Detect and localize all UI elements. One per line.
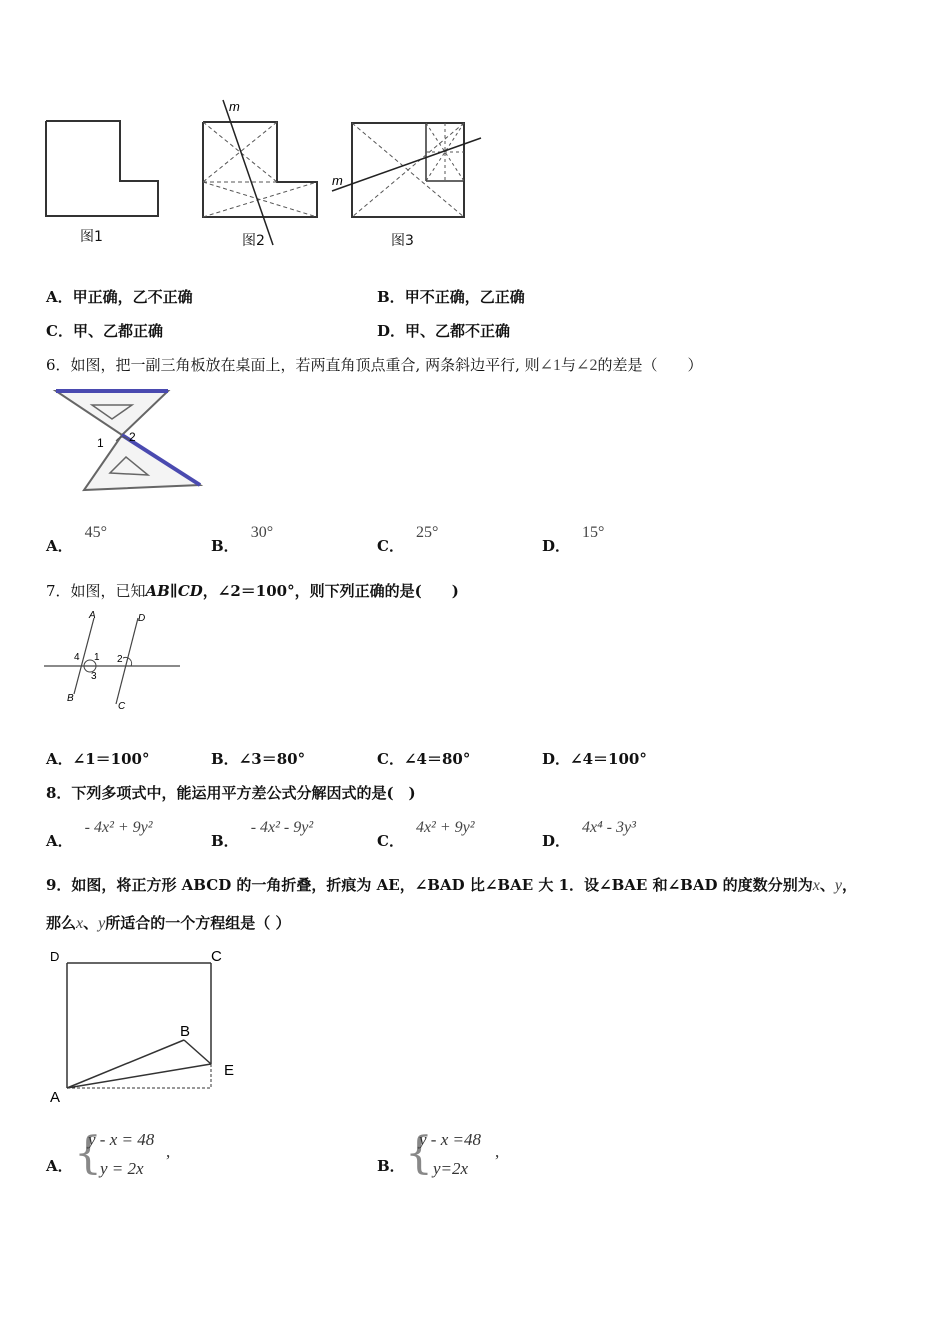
q9-label-b: B bbox=[180, 1023, 191, 1040]
q6-option-b[interactable] bbox=[211, 521, 274, 555]
q5-line-label-3: m bbox=[332, 173, 343, 188]
q5-figure-3 bbox=[328, 115, 488, 225]
q5-option-c[interactable] bbox=[46, 320, 163, 341]
q5-option-b[interactable] bbox=[377, 286, 525, 307]
q7-figure bbox=[40, 606, 190, 716]
q6-angle2: ∠2 bbox=[576, 357, 598, 374]
option-letter: B． bbox=[211, 750, 239, 768]
q6-option-c[interactable] bbox=[377, 521, 439, 555]
option-letter: C． bbox=[377, 750, 404, 768]
option-text: 甲不正确，乙正确 bbox=[404, 288, 525, 306]
q9-label-c: C bbox=[211, 948, 222, 965]
option-eq2: y=2x bbox=[433, 1159, 469, 1178]
q9-y2: y bbox=[98, 915, 106, 932]
option-tail: , bbox=[495, 1142, 500, 1161]
q7-angle-1: 1 bbox=[94, 652, 100, 663]
q9-label-d: D bbox=[50, 949, 60, 964]
q7-cd: CD bbox=[177, 582, 203, 600]
q7-label-a: A bbox=[89, 610, 96, 621]
option-letter: A． bbox=[46, 288, 73, 306]
option-eq1: y - x =48 bbox=[419, 1130, 481, 1149]
option-letter: B． bbox=[211, 537, 239, 555]
option-value: 30° bbox=[250, 524, 274, 541]
option-letter: C． bbox=[46, 322, 73, 340]
q7-parallel: ∥ bbox=[169, 582, 178, 600]
q7-option-d[interactable] bbox=[542, 748, 647, 769]
q7-angle-4: 4 bbox=[74, 652, 80, 663]
q9-x2: x bbox=[76, 915, 84, 932]
option-letter: A． bbox=[46, 750, 73, 768]
q7-option-a[interactable] bbox=[46, 748, 149, 769]
q5-line-label-2: m bbox=[229, 99, 240, 114]
q8-stem: 8．下列多项式中，能运用平方差公式分解因式的是( ) bbox=[46, 784, 416, 802]
option-text: 甲、乙都正确 bbox=[72, 322, 163, 340]
q6-angle1: ∠1 bbox=[539, 357, 562, 374]
option-value: 15° bbox=[582, 524, 605, 541]
q6-stem bbox=[46, 354, 702, 375]
q9-option-b[interactable] bbox=[377, 1128, 577, 1188]
q9-y: y bbox=[834, 877, 842, 894]
q6-stem-suffix: 的差是（ ） bbox=[597, 356, 703, 374]
q9-stem-line1 bbox=[46, 874, 857, 895]
q6-angle-label-2: 2 bbox=[129, 430, 136, 444]
q7-angle-2: 2 bbox=[117, 654, 123, 665]
option-text: 甲、乙都不正确 bbox=[405, 322, 511, 340]
q7-stem-a: 7．如图，已知 bbox=[46, 582, 146, 600]
q6-stem-prefix: 6．如图，把一副三角板放在桌面上，若两直角顶点重合, 两条斜边平行, 则 bbox=[46, 356, 540, 374]
option-letter: D． bbox=[542, 832, 571, 850]
option-letter: D． bbox=[542, 537, 571, 555]
option-eq2: y = 2x bbox=[100, 1159, 144, 1178]
q5-caption-1: 图1 bbox=[80, 229, 103, 245]
option-text: ∠3＝80° bbox=[238, 750, 306, 768]
option-letter: B． bbox=[377, 1157, 405, 1175]
option-letter: B． bbox=[377, 288, 405, 306]
option-expr: - 4x² - 9y² bbox=[250, 819, 314, 836]
q7-stem-b: ，∠2＝100°，则下列正确的是( ) bbox=[202, 582, 459, 600]
option-expr: - 4x² + 9y² bbox=[84, 819, 153, 836]
q9-sep2: 、 bbox=[83, 914, 99, 932]
option-letter: A． bbox=[46, 832, 73, 850]
q6-stem-mid: 与 bbox=[561, 356, 577, 374]
q8-option-a[interactable] bbox=[46, 816, 153, 850]
q8-option-d[interactable] bbox=[542, 816, 636, 850]
q8-option-c[interactable] bbox=[377, 816, 475, 850]
q7-stem bbox=[46, 580, 459, 601]
option-tail: , bbox=[166, 1142, 171, 1161]
q5-figure-2 bbox=[195, 95, 330, 250]
q5-option-d[interactable] bbox=[377, 320, 510, 341]
option-letter: A． bbox=[46, 537, 73, 555]
option-expr: 4x⁴ - 3y³ bbox=[582, 819, 636, 836]
option-text: 甲正确，乙不正确 bbox=[72, 288, 193, 306]
q5-caption-2: 图2 bbox=[242, 233, 265, 249]
q8-option-b[interactable] bbox=[211, 816, 314, 850]
option-text: ∠4＝80° bbox=[403, 750, 471, 768]
option-letter: B． bbox=[211, 832, 239, 850]
q9-sep: 、 bbox=[819, 876, 835, 894]
brace-icon: { bbox=[405, 1128, 433, 1179]
q7-label-b: B bbox=[67, 693, 74, 704]
q9-line2-prefix: 那么 bbox=[46, 914, 77, 932]
q6-figure bbox=[50, 385, 210, 497]
option-letter: D． bbox=[377, 322, 406, 340]
option-eq1: y - x = 48 bbox=[88, 1130, 155, 1149]
q5-caption-3: 图3 bbox=[391, 233, 414, 249]
option-value: 25° bbox=[415, 524, 439, 541]
q9-stem-line2 bbox=[46, 912, 290, 933]
q9-label-a: A bbox=[50, 1089, 61, 1105]
q7-angle-3: 3 bbox=[91, 671, 97, 682]
option-letter: C． bbox=[377, 537, 404, 555]
q7-option-c[interactable] bbox=[377, 748, 470, 769]
q9-line2-suffix: 所适合的一个方程组是（ ） bbox=[105, 914, 291, 932]
q6-angle-label-1: 1 bbox=[97, 436, 104, 450]
q7-label-c: C bbox=[118, 701, 126, 712]
q6-option-d[interactable] bbox=[542, 521, 605, 555]
q5-figure-1 bbox=[40, 115, 165, 225]
q9-label-e: E bbox=[224, 1062, 235, 1079]
q5-option-a[interactable] bbox=[46, 286, 193, 307]
option-text: ∠1＝100° bbox=[72, 750, 150, 768]
brace-icon: { bbox=[74, 1128, 102, 1179]
option-expr: 4x² + 9y² bbox=[415, 819, 475, 836]
q7-ab: AB bbox=[145, 582, 170, 600]
q9-option-a[interactable] bbox=[46, 1128, 246, 1188]
q9-figure bbox=[44, 945, 244, 1105]
option-value: 45° bbox=[84, 524, 108, 541]
option-letter: D． bbox=[542, 750, 571, 768]
q9-line1-text: 9．如图，将正方形 ABCD 的一角折叠，折痕为 AE，∠BAD 比∠BAE 大 1．设∠BAE 和∠BAD 的度数分别为 bbox=[46, 876, 813, 894]
option-text: ∠4＝100° bbox=[570, 750, 647, 768]
q7-option-b[interactable] bbox=[211, 748, 305, 769]
q7-label-d: D bbox=[138, 613, 146, 624]
q9-comma: ， bbox=[841, 876, 857, 894]
option-letter: A． bbox=[46, 1157, 73, 1175]
q6-option-a[interactable] bbox=[46, 521, 108, 555]
option-letter: C． bbox=[377, 832, 404, 850]
q9-x: x bbox=[812, 877, 820, 894]
